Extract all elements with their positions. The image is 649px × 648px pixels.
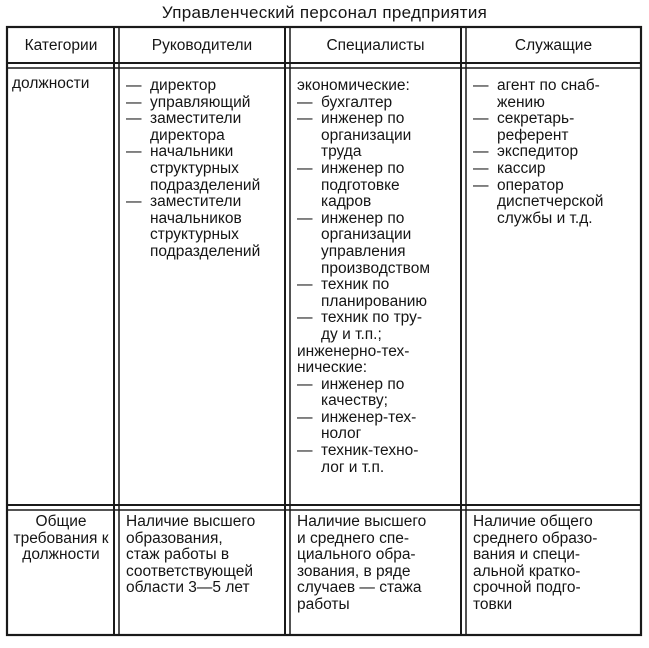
list-item: — бухгалтер (297, 95, 460, 112)
list-item: — управляющий (126, 95, 284, 112)
list-item: — техник по планированию (297, 277, 460, 310)
list-item: — начальники структурных подразделений (126, 144, 284, 194)
list-item: — техник-техно- лог и т.п. (297, 443, 460, 476)
economic-heading: экономические: (297, 77, 410, 94)
row-label-requirements: Общие требования к должности (13, 513, 109, 564)
header-managers: Руководители (151, 37, 253, 54)
list-item: — секретарь- референт (473, 111, 639, 144)
list-item: — директор (126, 78, 284, 95)
requirements-employees: Наличие общего среднего образо- вания и специ- альной кратко- срочной подго- товки (473, 513, 598, 613)
specialists-positions-list (297, 78, 460, 476)
list-item: — агент по снаб- жению (473, 78, 639, 111)
requirements-managers: Наличие высшего образования, стаж работы в соответствующей области 3—5 лет (126, 513, 256, 597)
header-categories: Категории (24, 37, 98, 54)
list-item: — оператор диспетчерской службы и т.д. (473, 178, 639, 228)
list-item: — инженер по организации труда (297, 111, 460, 161)
header-specialists: Специалисты (326, 37, 425, 54)
requirements-specialists: Наличие высшего и среднего спе- циального обра- зования, в ряде случаев — стажа работы (297, 513, 427, 613)
list-item: — кассир (473, 161, 639, 178)
managers-positions-list (126, 78, 284, 261)
page-title: Управленческий персонал предприятия (161, 3, 488, 22)
header-employees: Служащие (514, 37, 593, 54)
list-item: — заместители директора (126, 111, 284, 144)
engineering-heading: инженерно-тех- нические: (297, 342, 410, 377)
list-item: — инженер по качеству; (297, 377, 460, 410)
employees-positions-list (473, 78, 639, 227)
list-item: — инженер по организации управления производством (297, 211, 460, 277)
list-item: — техник по тру- ду и т.п.; (297, 310, 460, 343)
list-item: — инженер по подготовке кадров (297, 161, 460, 211)
row-label-positions: должности (12, 75, 90, 92)
list-item: — экспедитор (473, 144, 639, 161)
list-item: — инженер-тех- нолог (297, 410, 460, 443)
list-item: — заместители начальников структурных подразделений (126, 194, 284, 260)
